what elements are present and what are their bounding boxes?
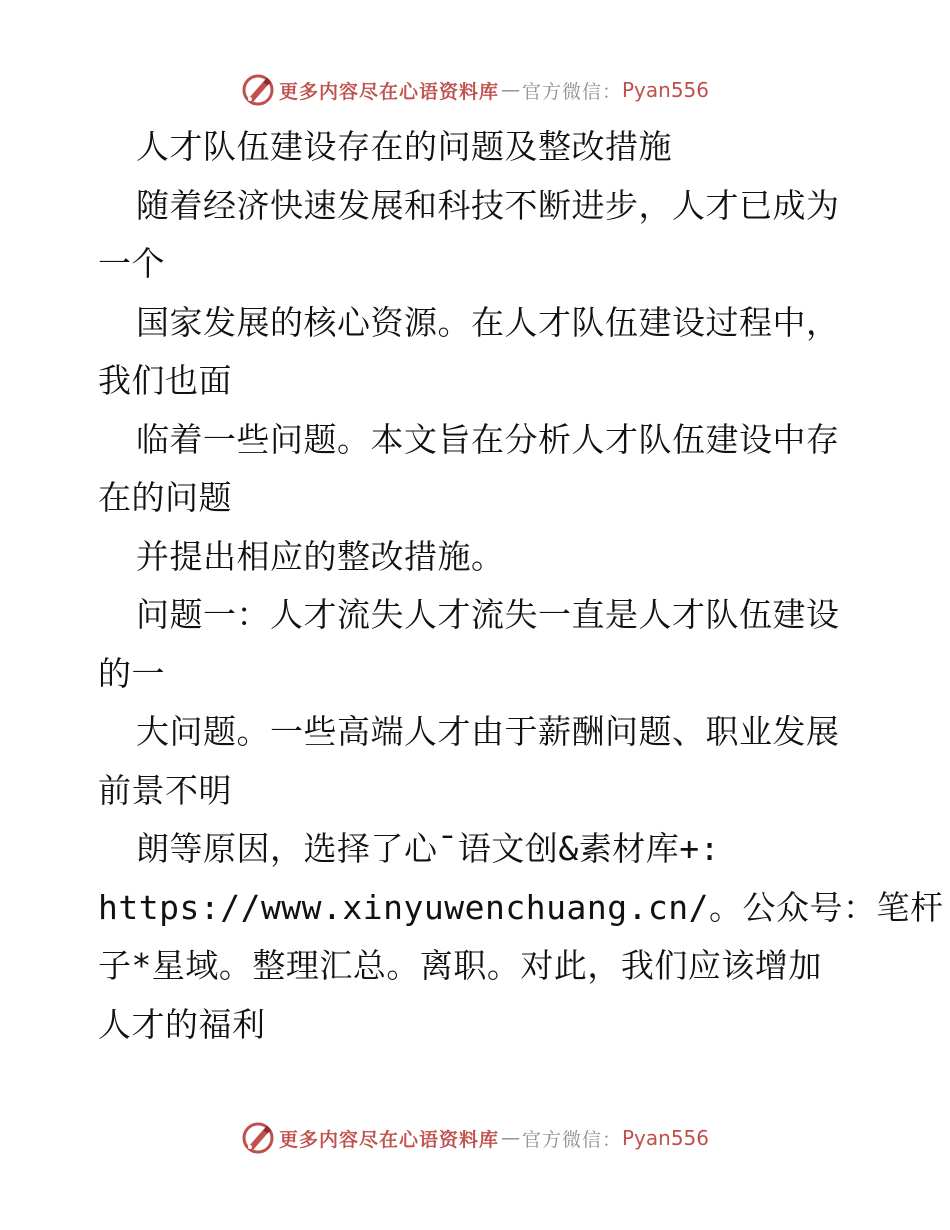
paragraph-line: 随着经济快速发展和科技不断进步，人才已成为 xyxy=(136,185,840,225)
paragraph-line: 问题一：人才流失人才流失一直是人才队伍建设 xyxy=(136,595,840,634)
paragraph-line: 人才的福利 xyxy=(98,1004,266,1044)
header-banner xyxy=(0,70,950,110)
paragraph-line: 国家发展的核心资源。在人才队伍建设过程中， xyxy=(136,302,840,342)
paragraph-line: 子*星域。整理汇总。离职。对此，我们应该增加 xyxy=(98,946,822,985)
header-wechat-id: Pyan556 xyxy=(622,78,710,102)
paragraph-line: 并提出相应的整改措施。 xyxy=(136,536,505,576)
header-promo-text: 更多内容尽在心语资料库 xyxy=(278,80,499,103)
footer-banner xyxy=(0,1118,950,1158)
paragraph-line: 临着一些问题。本文旨在分析人才队伍建设中存 xyxy=(136,419,840,459)
footer-dash: — xyxy=(500,1127,520,1149)
footer-wechat-id: Pyan556 xyxy=(622,1126,710,1150)
footer-promo-text: 更多内容尽在心语资料库 xyxy=(278,1128,499,1151)
footer-wechat-label: 官方微信： xyxy=(521,1128,622,1151)
paragraph-line: 的一 xyxy=(98,653,165,693)
paragraph-line: 一个 xyxy=(98,244,165,283)
paragraph-line: 前景不明 xyxy=(98,770,232,810)
paragraph-line: 大问题。一些高端人才由于薪酬问题、职业发展 xyxy=(136,712,840,751)
paragraph-line: 朗等原因，选择了心¯语文创&素材库+: xyxy=(136,829,720,868)
paragraph-line: 我们也面 xyxy=(98,361,232,400)
pen-logo-icon xyxy=(241,1121,275,1155)
header-wechat-label: 官方微信： xyxy=(521,80,622,103)
pen-logo-icon xyxy=(241,73,275,107)
header-dash: — xyxy=(500,79,520,101)
document-body xyxy=(98,118,944,1054)
paragraph-line: 在的问题 xyxy=(98,478,232,517)
paragraph-line: https://www.xinyuwenchuang.cn/。公众号：笔杆 xyxy=(98,887,944,927)
document-title: 人才队伍建设存在的问题及整改措施 xyxy=(136,127,672,166)
